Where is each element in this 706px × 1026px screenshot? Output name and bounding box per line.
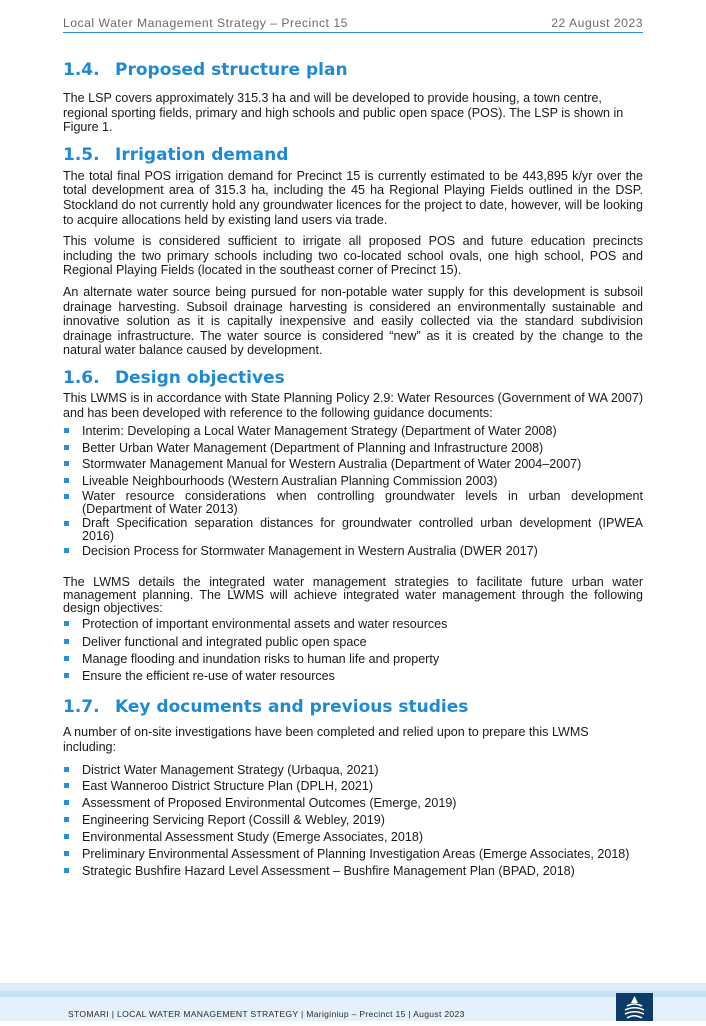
list-item: Engineering Servicing Report (Cossill & Webley, 2019) bbox=[63, 813, 643, 828]
design-objectives-list bbox=[63, 617, 643, 683]
list-item: Preliminary Environmental Assessment of Planning Investigation Areas (Emerge Associates, 2018) bbox=[63, 847, 643, 862]
list-item: Assessment of Proposed Environmental Outcomes (Emerge, 2019) bbox=[63, 796, 643, 811]
section-title: Design objectives bbox=[115, 367, 285, 388]
section-number: 1.6. bbox=[63, 367, 100, 388]
paragraph: The LWMS details the integrated water management strategies to facilitate future urban water management planning. The LWMS will achieve integrated water management through the following design objectives: bbox=[63, 575, 643, 615]
header-date: 22 August 2023 bbox=[551, 16, 643, 30]
paragraph: The total final POS irrigation demand for Precinct 15 is currently estimated to be 443,895 k/yr over the total development area of 315.3 ha, including the 45 ha Regional Playing Fields outlined in the DSP. Stockland do not currently hold any groundwater licences for the project to date, however, will be looking to acquire allocations held by existing land users via trade. bbox=[63, 168, 643, 227]
document-body bbox=[63, 60, 643, 878]
list-item: Interim: Developing a Local Water Management Strategy (Department of Water 2008) bbox=[63, 424, 643, 439]
paragraph: This volume is considered sufficient to irrigate all proposed POS and future education precincts including the two primary schools including two co-located school ovals, one high school, POS and Regional Playing Fields (located in the southeast corner of Precinct 15). bbox=[63, 234, 643, 278]
section-number: 1.4. bbox=[63, 60, 100, 80]
water-drop-logo-icon bbox=[616, 993, 653, 1021]
key-documents-list bbox=[63, 763, 643, 879]
paragraph: An alternate water source being pursued for non-potable water supply for this development is subsoil drainage harvesting. Subsoil drainage harvesting is considered an environmentally sustainable and innovative solution as it is capitally inexpensive and easily collected via the standard subdivision drainage infrastructure. The water source is considered “new” as it is created by the change to the natural water balance caused by development. bbox=[63, 284, 643, 358]
list-item: District Water Management Strategy (Urbaqua, 2021) bbox=[63, 763, 643, 778]
list-item: Decision Process for Stormwater Management in Western Australia (DWER 2017) bbox=[63, 544, 643, 559]
section-title: Proposed structure plan bbox=[115, 60, 348, 80]
list-item: Draft Specification separation distances for groundwater controlled urban development (IPWEA 2016) bbox=[63, 517, 643, 542]
list-item: Manage flooding and inundation risks to human life and property bbox=[63, 652, 643, 667]
section-heading-1-4 bbox=[63, 60, 643, 80]
list-item: Deliver functional and integrated public open space bbox=[63, 635, 643, 650]
paragraph: This LWMS is in accordance with State Planning Policy 2.9: Water Resources (Government of WA 2007) and has been developed with reference to the following guidance documents: bbox=[63, 390, 643, 420]
list-item: Ensure the efficient re-use of water resources bbox=[63, 669, 643, 684]
page-header bbox=[63, 15, 643, 33]
section-heading-1-7 bbox=[63, 697, 643, 717]
header-document-title: Local Water Management Strategy – Precinct 15 bbox=[63, 16, 348, 30]
list-item: Strategic Bushfire Hazard Level Assessment – Bushfire Management Plan (BPAD, 2018) bbox=[63, 864, 643, 879]
list-item: Stormwater Management Manual for Western Australia (Department of Water 2004–2007) bbox=[63, 457, 643, 472]
list-item: Environmental Assessment Study (Emerge Associates, 2018) bbox=[63, 830, 643, 845]
section-number: 1.7. bbox=[63, 697, 100, 718]
footer-text: STOMARI | LOCAL WATER MANAGEMENT STRATEGY | Mariginiup – Precinct 15 | August 2023 bbox=[68, 1009, 465, 1019]
section-heading-1-6 bbox=[63, 368, 643, 388]
section-number: 1.5. bbox=[63, 144, 100, 165]
section-heading-1-5 bbox=[63, 145, 643, 165]
list-item: Water resource considerations when controlling groundwater levels in urban development (Department of Water 2013) bbox=[63, 490, 643, 515]
section-title: Irrigation demand bbox=[115, 144, 289, 165]
guidance-documents-list bbox=[63, 424, 643, 559]
paragraph: A number of on-site investigations have been completed and relied upon to prepare this LWMS including: bbox=[63, 725, 589, 754]
list-item: East Wanneroo District Structure Plan (DPLH, 2021) bbox=[63, 779, 643, 794]
list-item: Liveable Neighbourhoods (Western Australian Planning Commission 2003) bbox=[63, 474, 643, 489]
list-item: Protection of important environmental assets and water resources bbox=[63, 617, 643, 632]
section-title: Key documents and previous studies bbox=[115, 697, 469, 718]
paragraph: The LSP covers approximately 315.3 ha and will be developed to provide housing, a town centre, regional sporting fields, primary and high schools and public open space (POS). The LSP is shown in Figure 1. bbox=[63, 91, 624, 135]
list-item: Better Urban Water Management (Department of Planning and Infrastructure 2008) bbox=[63, 441, 643, 456]
